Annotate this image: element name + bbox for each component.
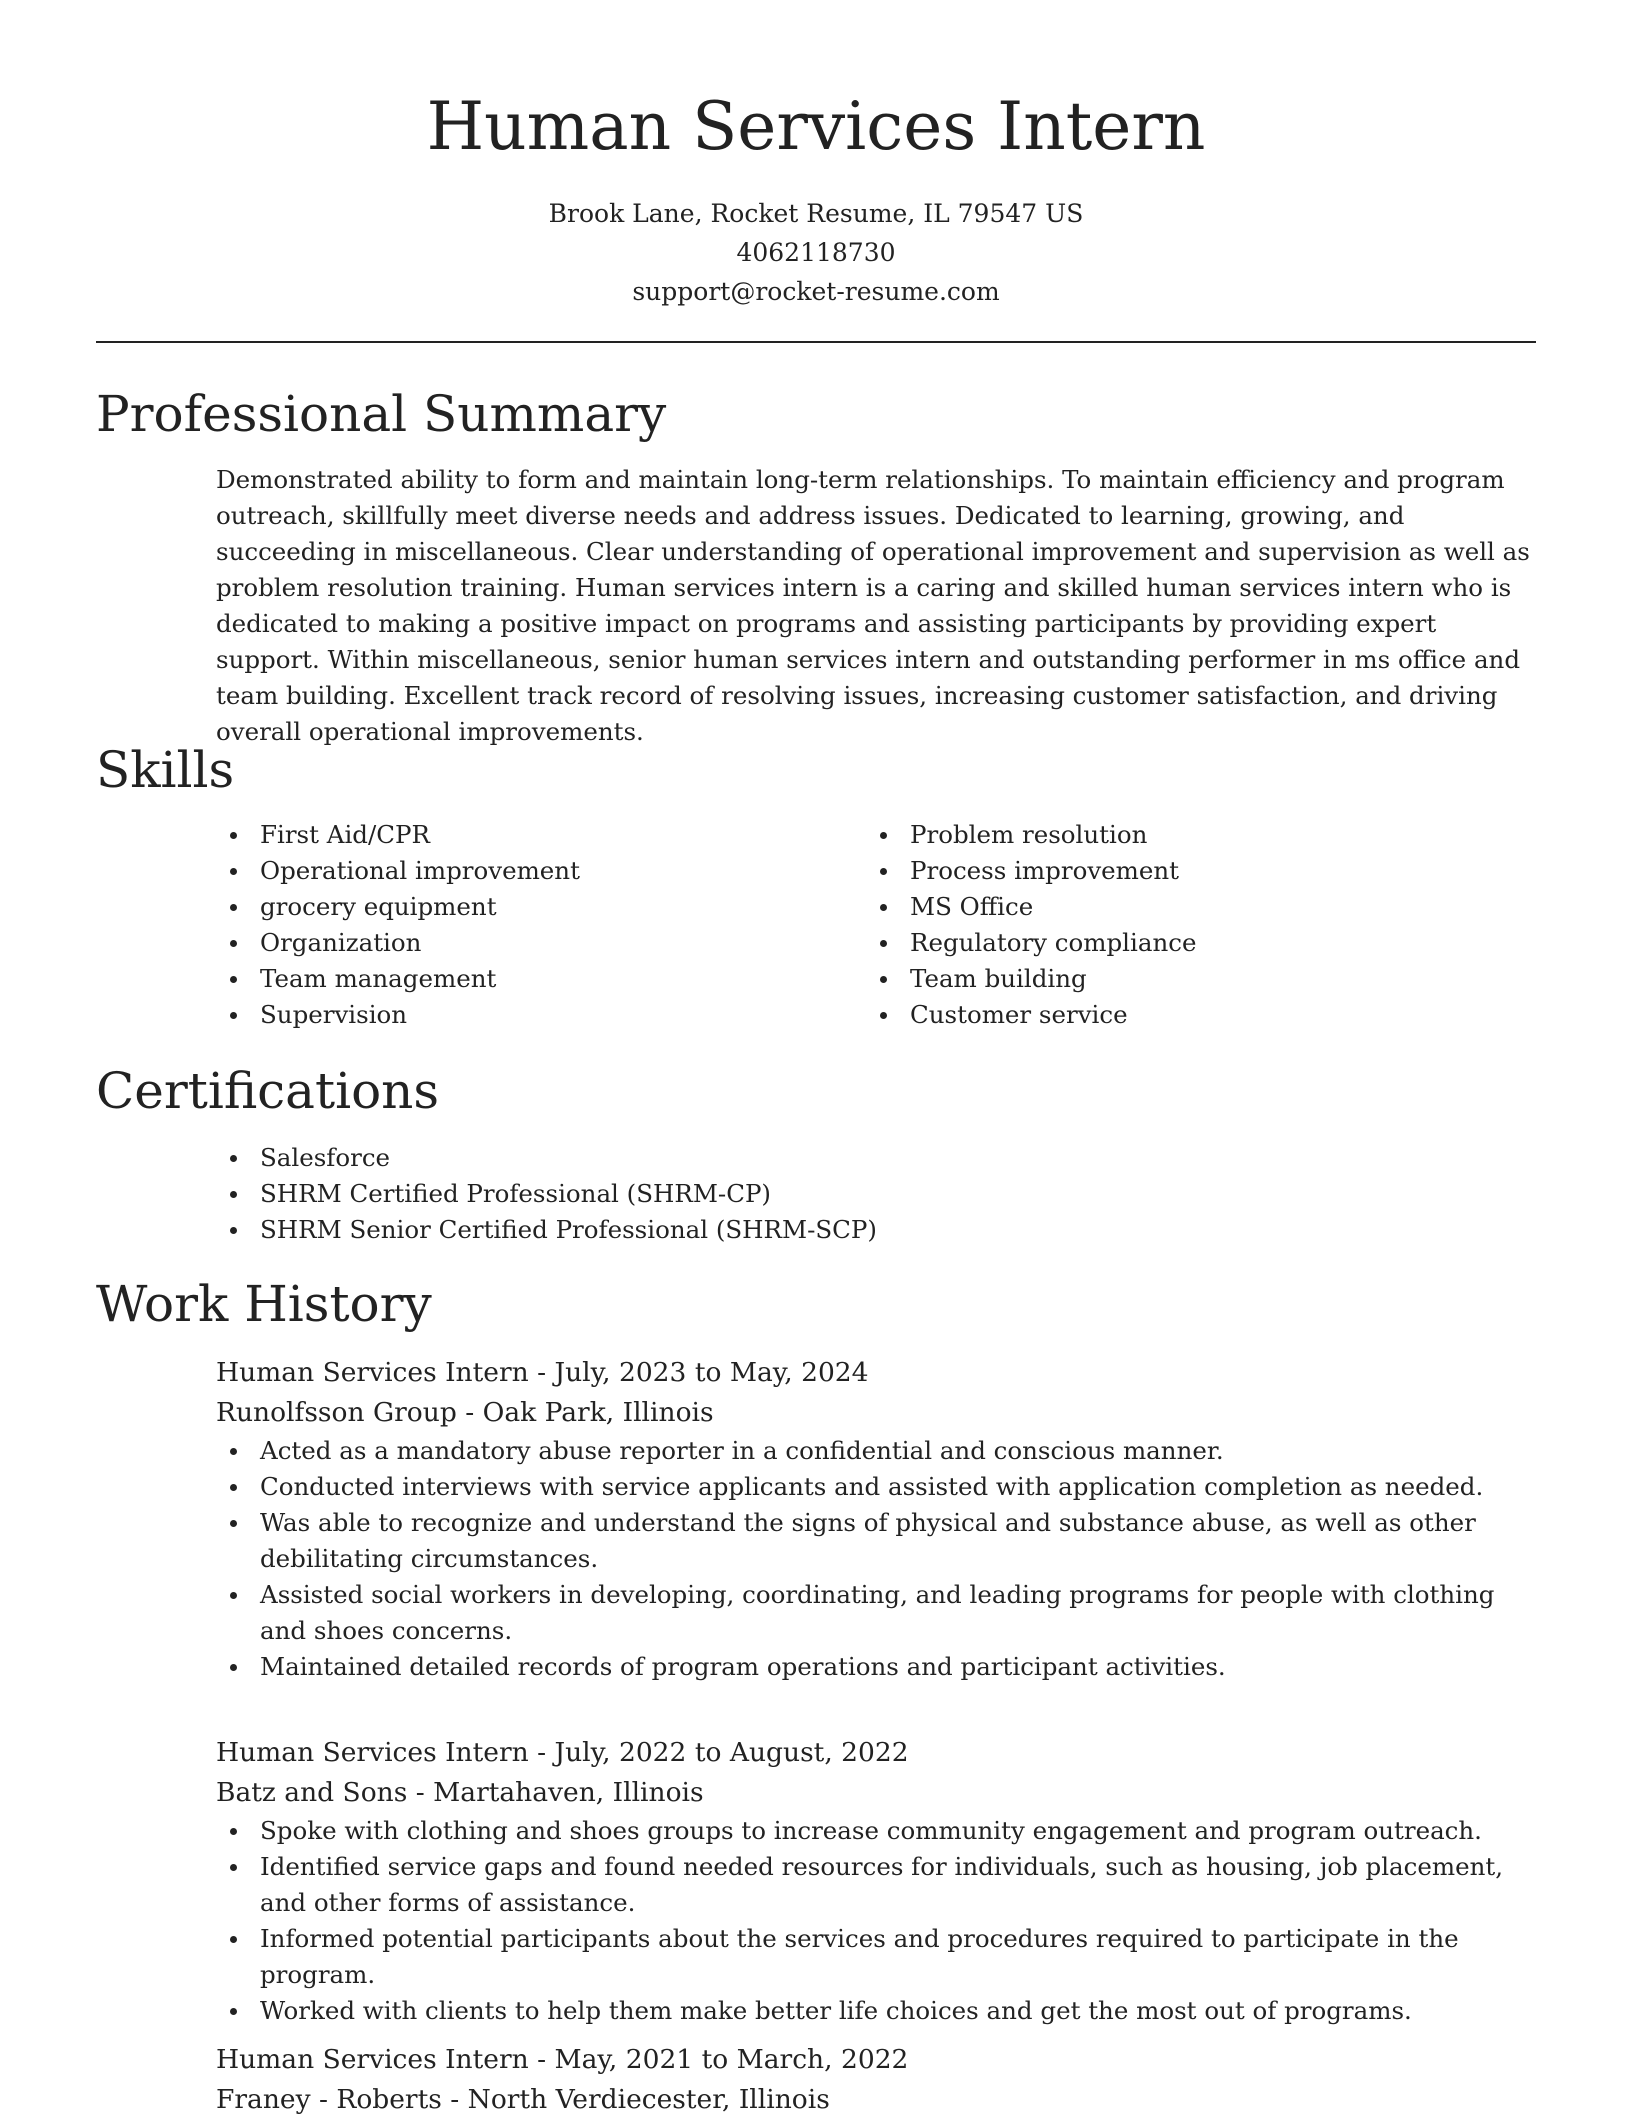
- work-history-heading: Work History: [96, 1275, 432, 1333]
- resume-header: [96, 82, 1536, 311]
- job-bullet: Assisted social workers in developing, coordinating, and leading programs for people with clothing and shoes concerns.: [216, 1577, 1536, 1649]
- summary-heading: Professional Summary: [96, 385, 667, 443]
- skill-item: MS Office: [866, 889, 1196, 925]
- skill-item: grocery equipment: [216, 889, 580, 925]
- skill-item: Team management: [216, 961, 580, 997]
- skill-item: Team building: [866, 961, 1196, 997]
- candidate-name: Human Services Intern: [426, 88, 1206, 165]
- job-bullet: Spoke with clothing and shoes groups to increase community engagement and program outreach.: [216, 1813, 1536, 1849]
- skills-list-right: [866, 817, 1196, 1033]
- job-employer-location: Batz and Sons - Martahaven, Illinois: [216, 1777, 704, 1808]
- certification-item: SHRM Senior Certified Professional (SHRM-SCP): [216, 1212, 877, 1248]
- skill-item: Organization: [216, 925, 580, 961]
- certification-item: Salesforce: [216, 1140, 877, 1176]
- job-bullets: [216, 1433, 1536, 1685]
- skill-item: First Aid/CPR: [216, 817, 580, 853]
- certification-item: SHRM Certified Professional (SHRM-CP): [216, 1176, 877, 1212]
- job-bullet: Informed potential participants about the services and procedures required to participate in the program.: [216, 1921, 1536, 1993]
- job-title-dates: Human Services Intern - May, 2021 to March, 2022: [216, 2044, 909, 2075]
- certifications-list: [216, 1140, 877, 1248]
- job-bullet: Worked with clients to help them make better life choices and get the most out of programs.: [216, 1993, 1536, 2029]
- skill-item: Supervision: [216, 997, 580, 1033]
- job-employer-location: Runolfsson Group - Oak Park, Illinois: [216, 1397, 714, 1428]
- job-bullets: [216, 1813, 1536, 2029]
- job-bullet: Maintained detailed records of program operations and participant activities.: [216, 1649, 1536, 1685]
- skill-item: Regulatory compliance: [866, 925, 1196, 961]
- contact-phone: 4062118730: [736, 238, 896, 267]
- skill-item: Customer service: [866, 997, 1196, 1033]
- job-title-dates: Human Services Intern - July, 2023 to May, 2024: [216, 1357, 869, 1388]
- job-entry: [216, 1353, 1536, 1685]
- job-entry: [216, 1733, 1536, 2029]
- header-divider: [96, 341, 1536, 343]
- certifications-heading: Certifications: [96, 1062, 440, 1120]
- job-title-dates: Human Services Intern - July, 2022 to August, 2022: [216, 1737, 909, 1768]
- skill-item: Process improvement: [866, 853, 1196, 889]
- job-bullet: Conducted interviews with service applicants and assisted with application completion as needed.: [216, 1469, 1536, 1505]
- skill-item: Operational improvement: [216, 853, 580, 889]
- skills-heading: Skills: [96, 741, 235, 799]
- contact-email: support@rocket-resume.com: [632, 277, 1000, 306]
- job-employer-location: Franey - Roberts - North Verdiecester, Illinois: [216, 2084, 830, 2115]
- job-entry: [216, 2040, 1536, 2120]
- job-bullet: Identified service gaps and found needed resources for individuals, such as housing, job placement, and other forms of assistance.: [216, 1849, 1536, 1921]
- job-bullet: Was able to recognize and understand the signs of physical and substance abuse, as well as other debilitating circumstances.: [216, 1505, 1536, 1577]
- job-bullet: Acted as a mandatory abuse reporter in a confidential and conscious manner.: [216, 1433, 1536, 1469]
- summary-text: Demonstrated ability to form and maintain long-term relationships. To maintain efficiency and program outreach, skillfully meet diverse needs and address issues. Dedicated to learning, growing, and succeeding in miscellaneous. Clear understanding of operational improvement and supervision as well as problem resolution training. Human services intern is a caring and skilled human services intern who is dedicated to making a positive impact on programs and assisting participants by providing expert support. Within miscellaneous, senior human services intern and outstanding performer in ms office and team building. Excellent track record of resolving issues, increasing customer satisfaction, and driving overall operational improvements.: [216, 465, 1530, 746]
- contact-address: Brook Lane, Rocket Resume, IL 79547 US: [548, 199, 1084, 228]
- skills-list-left: [216, 817, 580, 1033]
- skill-item: Problem resolution: [866, 817, 1196, 853]
